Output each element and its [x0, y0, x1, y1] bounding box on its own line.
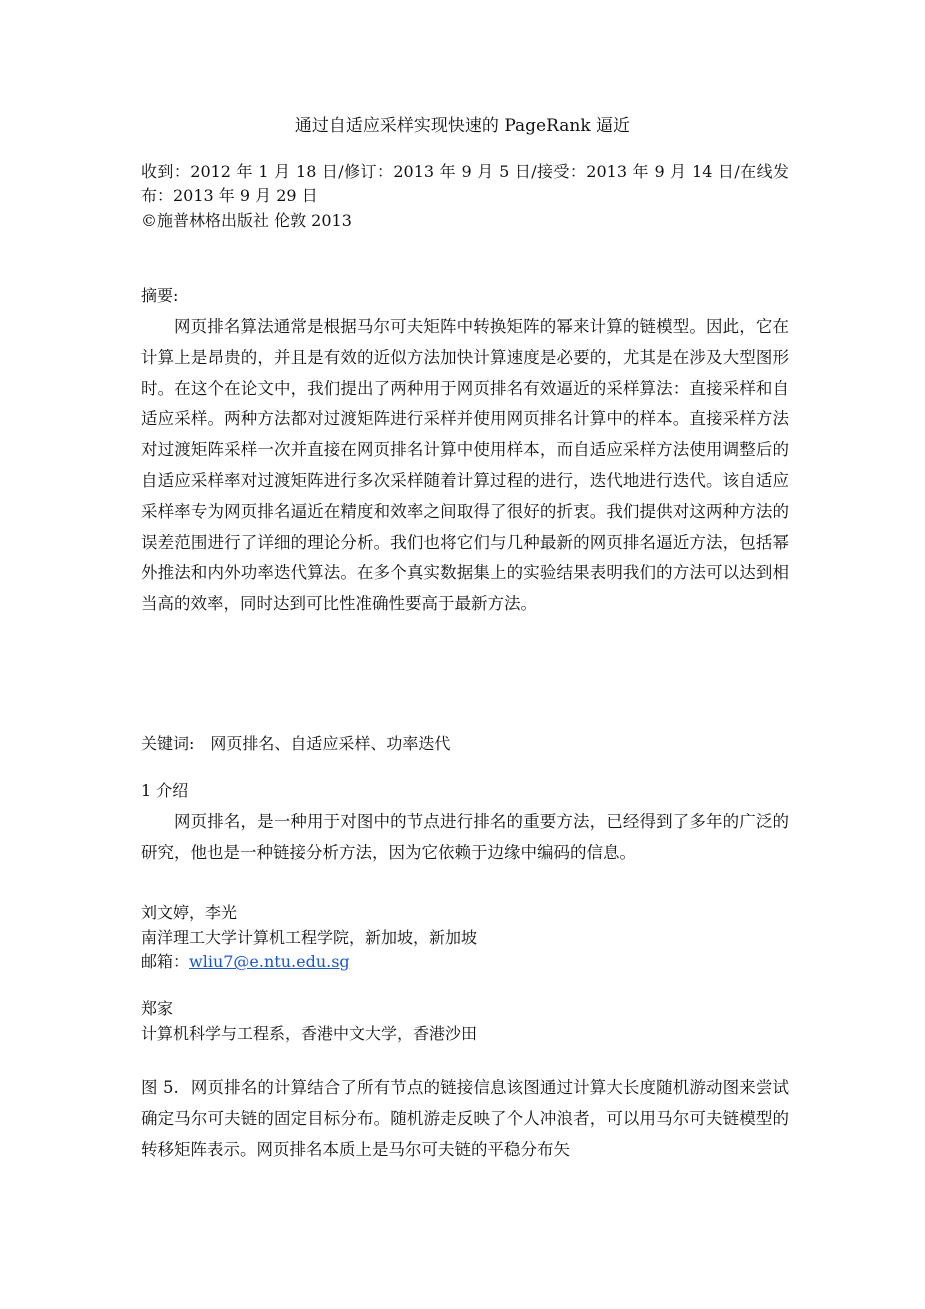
keywords-label: 关键词:	[141, 734, 195, 753]
email-label: 邮箱：	[141, 952, 190, 971]
section-title: 1 介绍	[141, 781, 189, 800]
author-email-line	[141, 950, 477, 975]
author-block-2	[141, 997, 477, 1046]
email-link[interactable]: wliu7@e.ntu.edu.sg	[189, 952, 350, 971]
publication-dates: 收到：2012 年 1 月 18 日/修订：2013 年 9 月 5 日/接受：2013 年 9 月 14 日/在线发布：2013 年 9 月 29 日	[141, 162, 789, 205]
author-affiliation: 计算机科学与工程系，香港中文大学，香港沙田	[141, 1023, 478, 1043]
author-names: 刘文婷，李光	[141, 903, 238, 922]
author-names: 郑家	[141, 999, 174, 1018]
keywords-value: 网页排名、自适应采样、功率迭代	[210, 734, 451, 753]
abstract-label: 摘要:	[141, 286, 179, 305]
abstract-text: 网页排名算法通常是根据马尔可夫矩阵中转换矩阵的幂来计算的链模型。因此，它在计算上是昂贵的，并且是有效的近似方法加快计算速度是必要的，尤其是在涉及大型图形时。在这个在论文中，我们提出了两种用于网页排名有效逼近的采样算法：直接采样和自适应采样。两种方法都对过渡矩阵进行采样并使用网页排名计算中的样本。直接采样方法对过渡矩阵采样一次并直接在网页排名计算中使用样本，而自适应采样方法使用调整后的自适应采样率对过渡矩阵进行多次采样随着计算过程的进行，迭代地进行迭代。该自适应采样率专为网页排名逼近在精度和效率之间取得了很好的折衷。我们提供对这两种方法的误差范围进行了详细的理论分析。我们也将它们与几种最新的网页排名逼近方法，包括幂外推法和内外功率迭代算法。在多个真实数据集上的实验结果表明我们的方法可以达到相当高的效率，同时达到可比性准确性要高于最新方法。	[141, 317, 789, 614]
paper-title: 通过自适应采样实现快速的 PageRank 逼近	[294, 116, 631, 136]
keywords	[141, 732, 450, 756]
figure-caption	[141, 1073, 789, 1165]
figure-text: 网页排名的计算结合了所有节点的链接信息该图通过计算大长度随机游动图来尝试确定马尔可夫链的固定目标分布。随机游走反映了个人冲浪者，可以用马尔可夫链模型的转移矩阵表示。网页排名本质上是马尔可夫链的平稳分布矢	[141, 1078, 789, 1159]
section-text: 网页排名，是一种用于对图中的节点进行排名的重要方法，已经得到了多年的广泛的研究，他也是一种链接分析方法，因为它依赖于边缘中编码的信息。	[141, 812, 789, 862]
author-affiliation: 南洋理工大学计算机工程学院，新加坡，新加坡	[141, 927, 478, 947]
figure-label: 图 5.	[141, 1078, 179, 1097]
copyright-notice: ©施普林格出版社 伦敦 2013	[141, 211, 352, 230]
author-block-1	[141, 901, 477, 975]
